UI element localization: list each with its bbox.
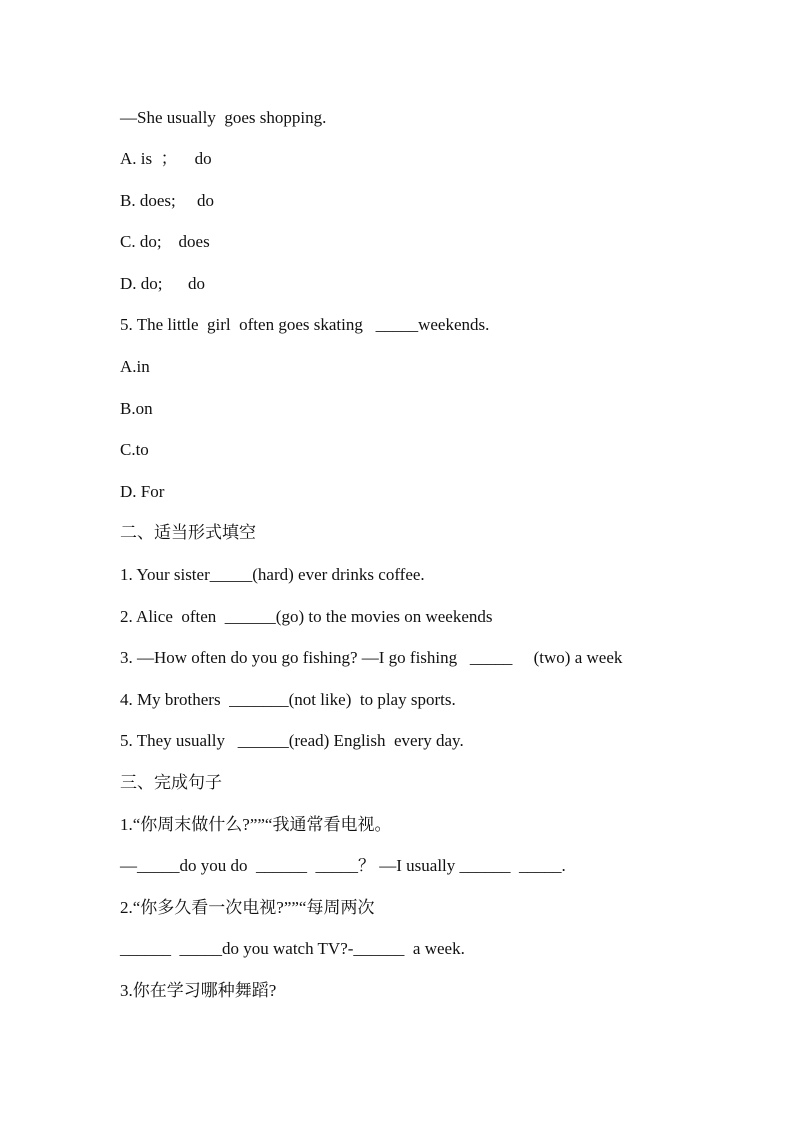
option-d: D. For (120, 482, 165, 501)
section-heading-fill-blanks: 二、适当形式填空 (120, 523, 256, 542)
option-d: D. do; do (120, 274, 205, 293)
section-heading-complete-sentences: 三、完成句子 (120, 773, 222, 792)
sentence-2-answer: ______ _____do you watch TV?-______ a week. (120, 939, 465, 958)
option-c: C.to (120, 440, 149, 459)
option-c: C. do; does (120, 232, 210, 251)
fill-blank-item-4: 4. My brothers _______(not like) to play sports. (120, 690, 456, 709)
sentence-3-prompt: 3.你在学习哪种舞蹈? (120, 981, 277, 1000)
sentence-2-prompt: 2.“你多久看一次电视?””“每周两次 (120, 898, 375, 917)
option-b: B.on (120, 399, 153, 418)
fill-blank-item-1: 1. Your sister_____(hard) ever drinks coffee. (120, 565, 425, 584)
option-a: A.in (120, 357, 150, 376)
question-4-answer-line: —She usually goes shopping. (120, 108, 327, 127)
question-5: 5. The little girl often goes skating _____weekends. (120, 315, 490, 334)
sentence-1-prompt: 1.“你周末做什么?””“我通常看电视。 (120, 815, 392, 834)
fill-blank-item-2: 2. Alice often ______(go) to the movies on weekends (120, 607, 493, 626)
option-a: A. is ； do (120, 149, 212, 168)
sentence-1-answer: —_____do you do ______ _____？ —I usually ______ _____. (120, 856, 566, 875)
option-b: B. does; do (120, 191, 214, 210)
fill-blank-item-3: 3. —How often do you go fishing? —I go fishing _____ (two) a week (120, 648, 623, 667)
fill-blank-item-5: 5. They usually ______(read) English every day. (120, 731, 464, 750)
